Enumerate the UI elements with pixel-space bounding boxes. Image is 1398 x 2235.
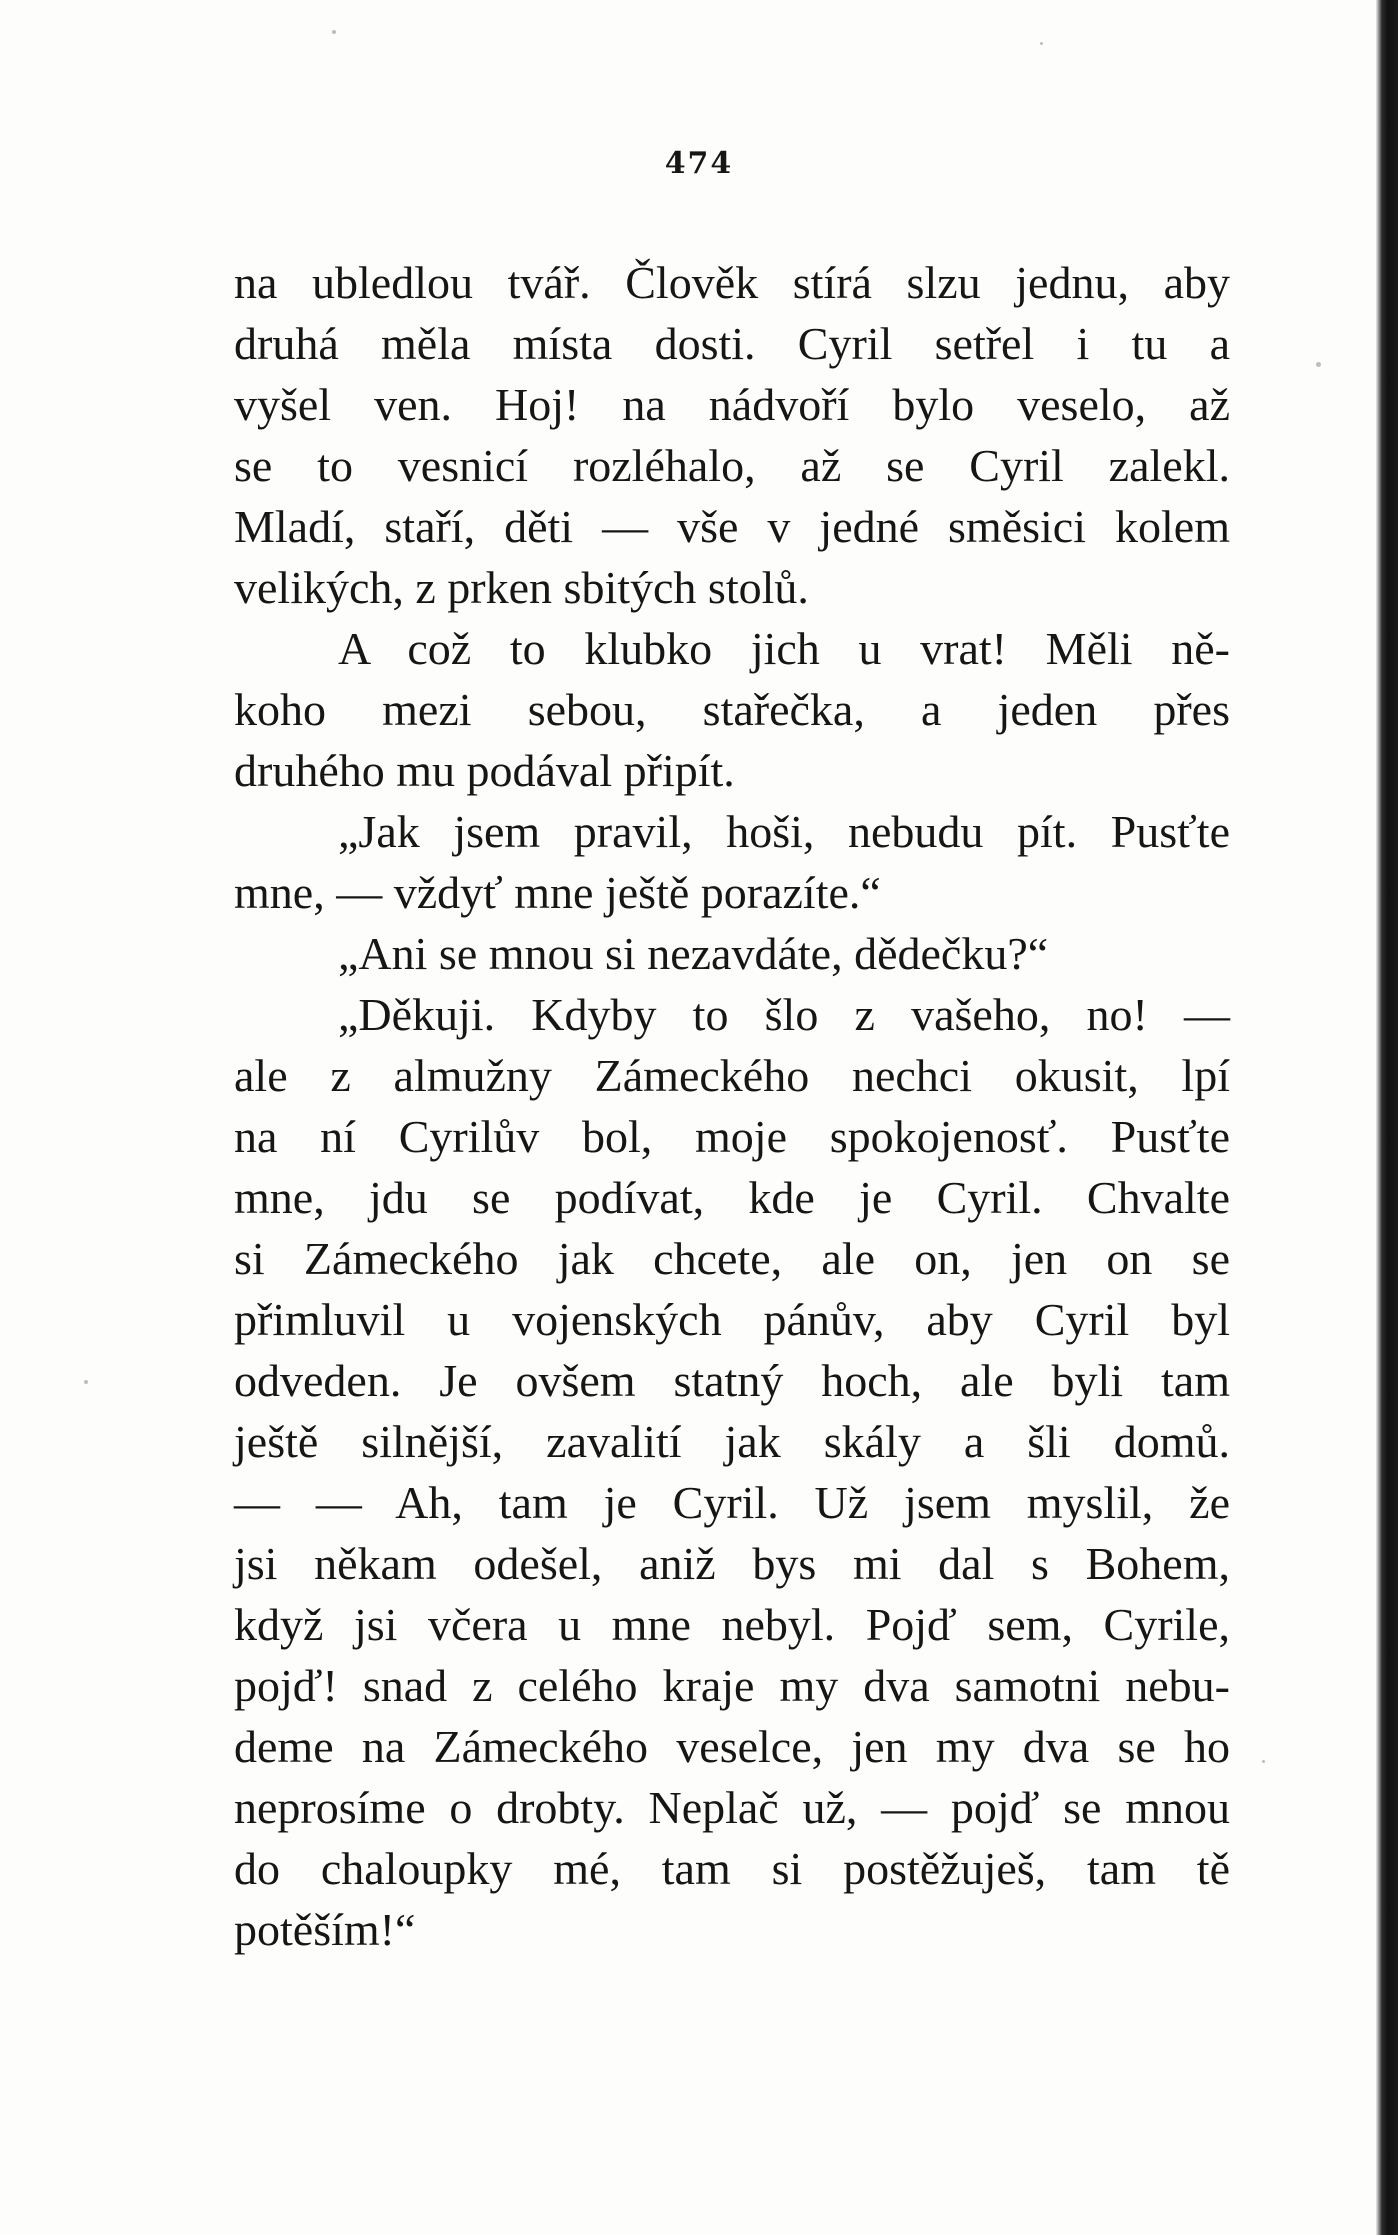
text-line: neprosíme o drobty. Neplač už, — pojď se mnou — [234, 1782, 1230, 1833]
text-line: když jsi včera u mne nebyl. Pojď sem, Cyrile, — [234, 1599, 1230, 1650]
text-line: deme na Zámeckého veselce, jen my dva se ho — [234, 1721, 1230, 1772]
text-line: mne, jdu se podívat, kde je Cyril. Chvalte — [234, 1172, 1230, 1223]
scan-speck — [1316, 362, 1321, 367]
page-edge-shadow — [1376, 0, 1398, 2235]
text-line: na ní Cyrilův bol, moje spokojenosť. Pusťte — [234, 1111, 1230, 1162]
text-line: potěším!“ — [234, 1904, 416, 1955]
text-line: mne, — vždyť mne ještě porazíte.“ — [234, 867, 881, 918]
scan-speck — [1262, 1760, 1265, 1763]
text-line: ještě silnější, zavalití jak skály a šli domů. — [234, 1416, 1230, 1467]
text-line: na ubledlou tvář. Člověk stírá slzu jednu, aby — [234, 257, 1230, 308]
text-line: velikých, z prken sbitých stolů. — [234, 562, 809, 613]
text-line: druhá měla místa dosti. Cyril setřel i tu a — [234, 318, 1230, 369]
text-line: si Zámeckého jak chcete, ale on, jen on se — [234, 1233, 1230, 1284]
text-line: vyšel ven. Hoj! na nádvoří bylo veselo, až — [234, 379, 1230, 430]
scan-speck — [84, 1380, 88, 1384]
text-line: se to vesnicí rozléhalo, až se Cyril zalekl. — [234, 440, 1230, 491]
text-line: „Ani se mnou si nezavdáte, dědečku?“ — [338, 928, 1049, 979]
text-line: odveden. Je ovšem statný hoch, ale byli tam — [234, 1355, 1230, 1406]
text-line: — — Ah, tam je Cyril. Už jsem myslil, že — [234, 1477, 1230, 1528]
text-line: druhého mu podával připít. — [234, 745, 735, 796]
text-line: ale z almužny Zámeckého nechci okusit, lpí — [234, 1050, 1230, 1101]
page-number: 474 — [664, 146, 734, 181]
body-text — [234, 252, 1230, 1960]
scan-speck — [1040, 42, 1043, 45]
text-line: „Jak jsem pravil, hoši, nebudu pít. Pusťte — [338, 806, 1230, 857]
text-line: jsi někam odešel, aniž bys mi dal s Bohem, — [234, 1538, 1230, 1589]
text-line: Mladí, staří, děti — vše v jedné směsici kolem — [234, 501, 1230, 552]
text-line: do chaloupky mé, tam si postěžuješ, tam tě — [234, 1843, 1230, 1894]
text-line: A což to klubko jich u vrat! Měli ně- — [338, 623, 1230, 674]
scan-speck — [332, 30, 336, 34]
text-line: koho mezi sebou, stařečka, a jeden přes — [234, 684, 1230, 735]
text-line: pojď! snad z celého kraje my dva samotni nebu- — [234, 1660, 1230, 1711]
text-line: „Děkuji. Kdyby to šlo z vašeho, no! — — [338, 989, 1230, 1040]
text-line: přimluvil u vojenských pánův, aby Cyril byl — [234, 1294, 1230, 1345]
